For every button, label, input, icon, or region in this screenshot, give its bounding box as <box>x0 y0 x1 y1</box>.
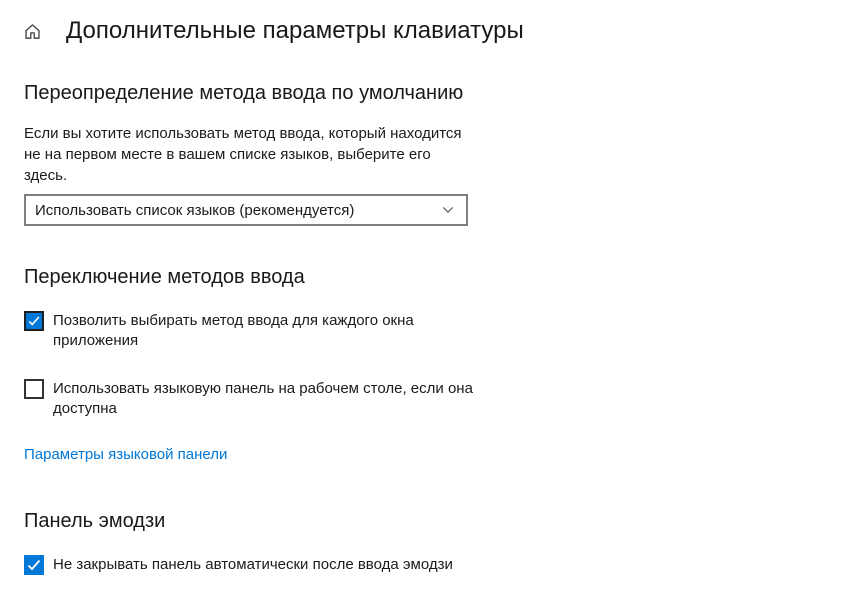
section-heading-emoji-panel: Панель эмодзи <box>24 510 166 532</box>
checkbox-row-emoji <box>24 555 861 575</box>
override-description-line: Если вы хотите использовать метод ввода, который находится <box>24 125 462 142</box>
override-description-line: здесь. <box>24 167 68 184</box>
checkbox-language-bar-label: Использовать языковую панель на рабочем столе, если она доступна <box>53 380 473 417</box>
checkbox-app-window-label: Позволить выбирать метод ввода для каждого окна приложения <box>53 312 414 349</box>
checkbox-language-bar[interactable] <box>24 379 44 399</box>
checkbox-emoji-keep-open-label: Не закрывать панель автоматически после ввода эмодзи <box>53 556 453 573</box>
chevron-down-icon <box>441 203 455 217</box>
checkbox-row-app-window <box>24 311 861 351</box>
checkbox-row-language-bar <box>24 379 861 419</box>
checkbox-emoji-keep-open[interactable] <box>24 555 44 575</box>
checkbox-app-window[interactable] <box>24 311 44 331</box>
input-method-dropdown-value: Использовать список языков (рекомендуется) <box>35 201 355 219</box>
language-bar-options-link[interactable]: Параметры языковой панели <box>24 446 228 463</box>
page-header <box>24 0 861 47</box>
checkmark-icon <box>26 557 42 573</box>
home-icon[interactable] <box>24 23 41 40</box>
override-description-line: не на первом месте в вашем списке языков, выберите его <box>24 146 431 163</box>
checkmark-icon <box>27 314 41 328</box>
section-heading-default-override: Переопределение метода ввода по умолчанию <box>24 82 464 104</box>
section-heading-input-switching: Переключение методов ввода <box>24 266 305 288</box>
override-description <box>24 123 861 186</box>
page-title: Дополнительные параметры клавиатуры <box>66 17 524 44</box>
input-method-dropdown[interactable] <box>24 194 468 226</box>
